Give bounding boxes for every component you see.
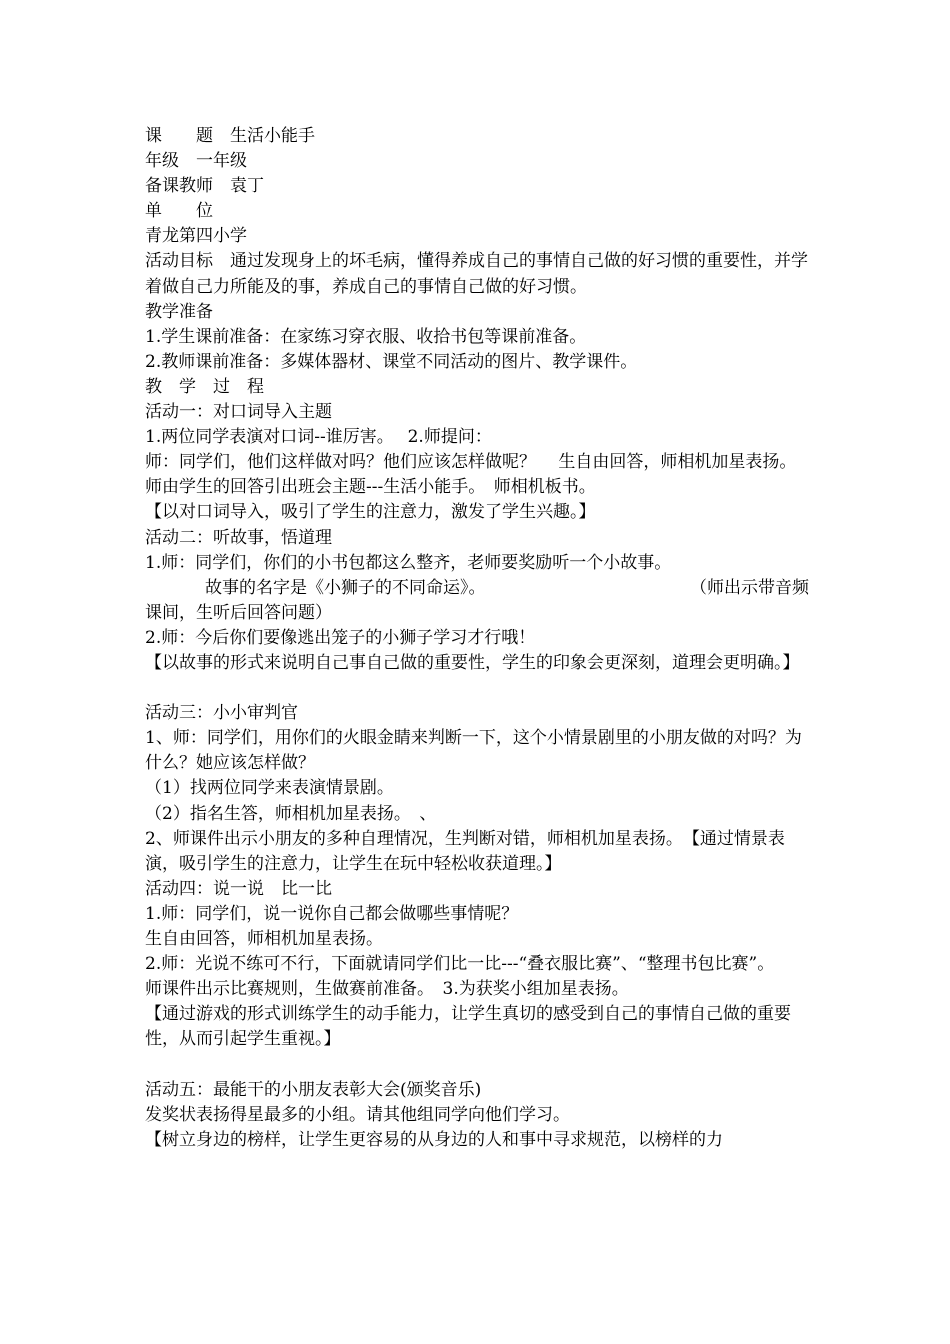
prep-title: 教学准备	[145, 301, 213, 322]
activity-4-line: 师课件出示比赛规则，生做赛前准备。 3.为获奖小组加星表扬。	[145, 979, 629, 1000]
activity-3-line: 2、师课件出示小朋友的多种自理情况，生判断对错，师相机加星表扬。 【通过情景表演，吸引学生的注意力，让学生在玩中轻松收获道理。】	[145, 828, 785, 874]
activity-3-line: （1）找两位同学来表演情景剧。	[145, 778, 394, 799]
teacher-line: 备课教师 袁丁	[145, 176, 264, 197]
activity-1-line: 1.两位同学表演对口词--谁厉害。 2.师提问：	[145, 427, 492, 448]
activity-1-line: 师由学生的回答引出班会主题---生活小能手。 师相机板书。	[145, 477, 596, 498]
unit-label: 单 位	[145, 201, 213, 222]
activity-3-line: 1、师：同学们，用你们的火眼金睛来判断一下，这个小情景剧里的小朋友做的对吗？为什么？她应该怎样做？	[145, 728, 802, 774]
activity-3-line: （2）指名生答，师相机加星表扬。 、	[145, 803, 437, 824]
prep-item: 1.学生课前准备：在家练习穿衣服、收拾书包等课前准备。	[145, 326, 587, 347]
story-note: （师出示带音频	[690, 577, 809, 598]
topic-line: 课 题 生活小能手	[145, 126, 315, 146]
unit-value: 青龙第四小学	[145, 226, 247, 247]
prep-item: 2.教师课前准备：多媒体器材、课堂不同活动的图片、教学课件。	[145, 351, 638, 372]
activity-2-title: 活动二：听故事，悟道理	[145, 527, 332, 548]
activity-5-comment: 【树立身边的榜样，让学生更容易的从身边的人和事中寻求规范，以榜样的力	[145, 1129, 723, 1150]
activity-3-title: 活动三：小小审判官	[145, 703, 298, 724]
activity-5-line: 发奖状表扬得星最多的小组。请其他组同学向他们学习。	[145, 1104, 570, 1125]
document-page	[145, 124, 809, 1153]
blank-line	[145, 1052, 809, 1077]
activity-goal: 活动目标 通过发现身上的坏毛病，懂得养成自己的事情自己做的好习惯的重要性，并学着做自己力所能及的事，养成自己的事情自己做的好习惯。	[145, 251, 808, 297]
activity-2-comment: 【以故事的形式来说明自己事自己做的重要性，学生的印象会更深刻，道理会更明确。】	[145, 652, 800, 673]
activity-2-line: 1.师：同学们，你们的小书包都这么整齐，老师要奖励听一个小故事。	[145, 552, 672, 573]
story-name: 故事的名字是《小狮子的不同命运》。	[205, 577, 486, 598]
process-title: 教 学 过 程	[145, 376, 264, 397]
activity-4-line: 1.师：同学们，说一说你自己都会做哪些事情呢？	[145, 903, 519, 924]
blank-line	[145, 676, 809, 701]
activity-4-title: 活动四：说一说 比一比	[145, 878, 332, 899]
activity-1-title: 活动一：对口词导入主题	[145, 402, 332, 423]
activity-2-line: 2.师：今后你们要像逃出笼子的小狮子学习才行哦！	[145, 627, 536, 648]
activity-1-comment: 【以对口词导入，吸引了学生的注意力，激发了学生兴趣。】	[145, 502, 596, 523]
activity-4-line: 2.师：光说不练可不行，下面就请同学们比一比---“叠衣服比赛”、“整理书包比赛”。	[145, 954, 775, 975]
activity-1-line: 师：同学们，他们这样做对吗？他们应该怎样做呢？ 生自由回答，师相机加星表扬。	[145, 452, 797, 473]
activity-4-line: 生自由回答，师相机加星表扬。	[145, 929, 383, 949]
activity-2-story-row	[145, 576, 809, 601]
grade-line: 年级 一年级	[145, 151, 247, 172]
activity-5-title: 活动五：最能干的小朋友表彰大会(颁奖音乐)	[145, 1079, 482, 1100]
story-note-continued: 课间，生听后回答问题）	[145, 602, 332, 623]
activity-4-comment: 【通过游戏的形式训练学生的动手能力，让学生真切的感受到自己的事情自己做的重要性，从而引起学生重视。】	[145, 1004, 791, 1050]
